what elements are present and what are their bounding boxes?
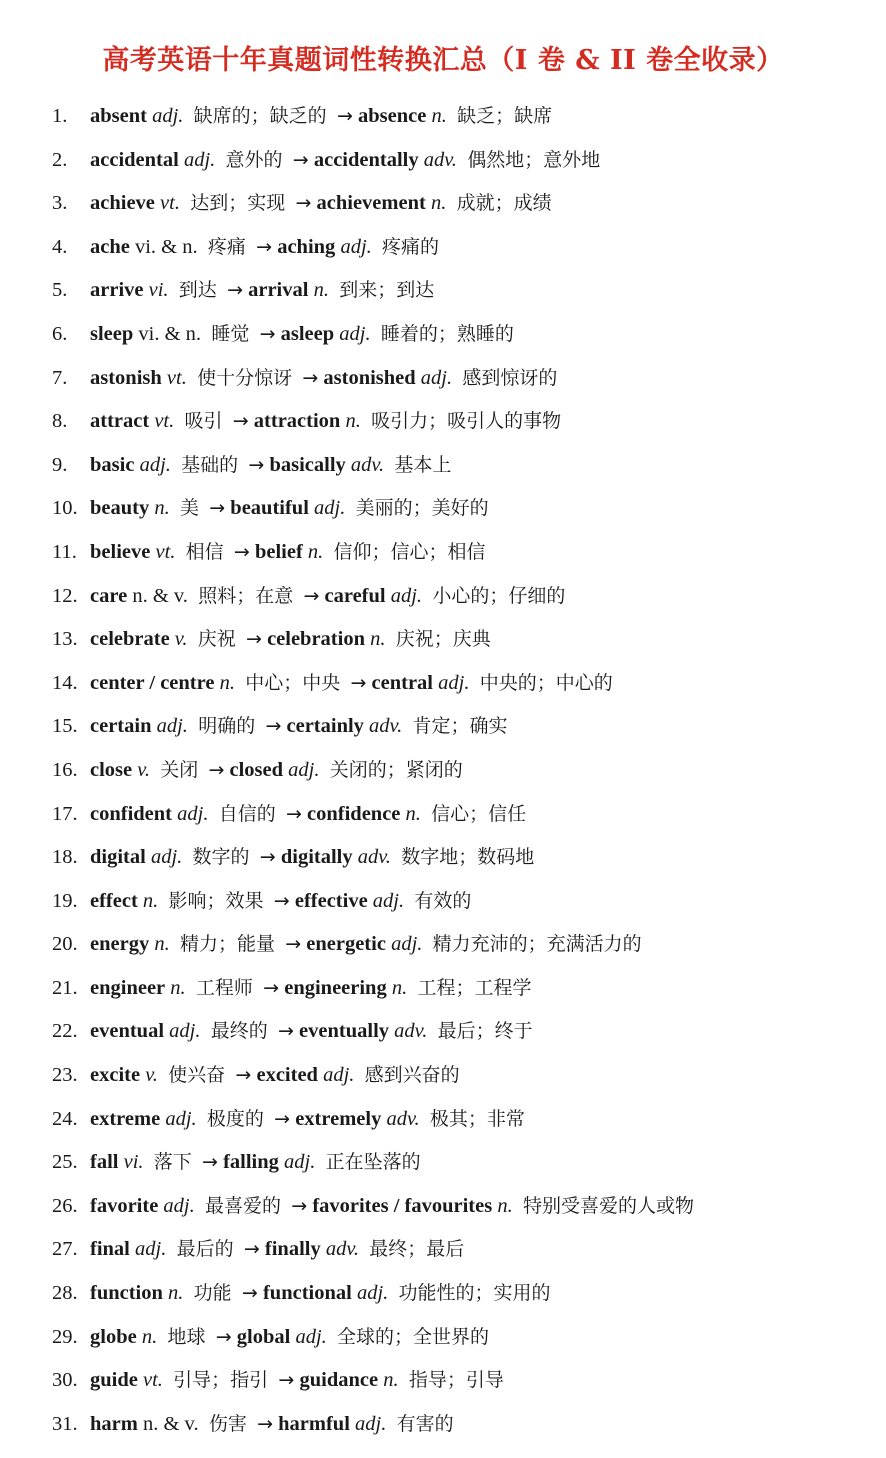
target-meaning: 美丽的；美好的 [355, 497, 489, 520]
item-number: 1. [52, 105, 68, 127]
source-word: absent [90, 105, 147, 127]
item-number: 20. [52, 933, 78, 956]
source-meaning: 自信的 [218, 802, 276, 825]
item-number: 7. [52, 366, 68, 389]
target-part-of-speech: adv. [357, 846, 391, 869]
target-part-of-speech: adj. [438, 671, 470, 694]
target-word: digitally [280, 846, 353, 869]
target-word: achievement [316, 192, 426, 215]
target-meaning: 偶然地；意外地 [467, 148, 601, 171]
source-word: eventual [90, 1020, 165, 1043]
target-part-of-speech: n. [345, 410, 361, 433]
source-meaning: 到达 [178, 279, 217, 302]
item-number: 18. [52, 846, 78, 869]
source-meaning: 最终的 [210, 1020, 268, 1043]
source-part-of-speech: vi. & n. [138, 322, 202, 345]
source-part-of-speech: vi. & n. [134, 235, 198, 258]
arrow-icon: → [302, 366, 319, 389]
target-meaning: 极其；非常 [429, 1107, 525, 1130]
source-meaning: 最后的 [176, 1238, 234, 1261]
target-part-of-speech: adj. [390, 584, 423, 607]
source-word: harm [90, 1412, 138, 1435]
list-item [52, 357, 882, 401]
item-number: 27. [52, 1238, 78, 1261]
target-word: engineering [284, 976, 387, 999]
target-word: aching [277, 235, 336, 258]
item-number: 15. [52, 715, 78, 738]
target-part-of-speech: n. [405, 802, 421, 825]
source-word: basic [90, 453, 135, 476]
source-meaning: 功能 [193, 1282, 232, 1305]
source-meaning: 庆祝 [197, 628, 236, 651]
item-number: 8. [52, 410, 68, 433]
target-word: harmful [278, 1412, 350, 1435]
list-item [52, 705, 882, 749]
arrow-icon: → [285, 933, 302, 956]
source-part-of-speech: vt. [166, 366, 187, 389]
target-part-of-speech: adv. [423, 148, 457, 171]
source-word: achieve [90, 192, 155, 215]
target-meaning: 精力充沛的；充满活力的 [432, 933, 642, 956]
target-meaning: 到来；到达 [339, 279, 435, 302]
source-part-of-speech: adj. [165, 1107, 197, 1130]
target-word: extremely [295, 1107, 382, 1130]
source-part-of-speech: adj. [169, 1020, 201, 1043]
source-part-of-speech: vt. [160, 192, 180, 215]
target-word: careful [324, 584, 386, 607]
target-part-of-speech: n. [370, 628, 386, 651]
source-meaning: 伤害 [208, 1412, 247, 1435]
list-item [52, 95, 882, 139]
target-word: eventually [299, 1020, 390, 1043]
target-meaning: 吸引力；吸引人的事物 [371, 410, 562, 433]
source-word: digital [90, 846, 146, 869]
source-word: arrive [90, 279, 144, 302]
source-meaning: 精力；能量 [179, 933, 275, 956]
source-meaning: 明确的 [198, 715, 256, 738]
item-number: 2. [52, 148, 68, 171]
source-word: accidental [90, 148, 179, 171]
item-number: 10. [52, 497, 78, 520]
target-word: guidance [299, 1369, 379, 1392]
arrow-icon: → [248, 453, 265, 476]
arrow-icon: → [232, 410, 249, 433]
arrow-icon: → [227, 279, 243, 302]
source-meaning: 关闭 [160, 758, 199, 781]
target-part-of-speech: adj. [314, 497, 346, 520]
target-word: asleep [280, 322, 335, 345]
source-part-of-speech: adj. [183, 148, 216, 171]
target-part-of-speech: adv. [369, 715, 403, 738]
source-word: function [90, 1282, 163, 1305]
source-part-of-speech: n. [154, 497, 170, 520]
list-item [52, 400, 882, 444]
arrow-icon: → [278, 1369, 295, 1392]
target-meaning: 有效的 [414, 889, 472, 912]
target-word: central [371, 671, 433, 694]
target-meaning: 疼痛的 [382, 235, 440, 258]
item-number: 4. [52, 235, 68, 258]
source-word: certain [90, 715, 152, 738]
source-part-of-speech: adj. [135, 1238, 167, 1261]
target-meaning: 数字地；数码地 [401, 846, 535, 869]
arrow-icon: → [291, 1194, 308, 1217]
list-item [52, 1098, 882, 1142]
target-meaning: 庆祝；庆典 [395, 628, 491, 651]
target-meaning: 有害的 [396, 1412, 454, 1435]
target-word: excited [256, 1064, 318, 1087]
source-part-of-speech: n. [219, 671, 235, 694]
list-item [52, 793, 882, 837]
source-word: beauty [90, 497, 150, 520]
source-part-of-speech: vt. [154, 410, 175, 433]
target-part-of-speech: adj. [372, 889, 405, 912]
source-word: fall [90, 1151, 119, 1174]
arrow-icon: → [278, 1020, 294, 1043]
list-item [52, 749, 882, 793]
source-word: center / centre [90, 671, 215, 694]
source-part-of-speech: n. & v. [142, 1412, 199, 1435]
source-word: energy [90, 933, 150, 956]
target-word: global [236, 1325, 291, 1348]
list-item [52, 1316, 882, 1360]
arrow-icon: → [274, 1107, 291, 1130]
item-number: 11. [52, 540, 77, 563]
target-part-of-speech: adj. [288, 758, 320, 781]
source-meaning: 达到；实现 [190, 192, 286, 215]
source-word: attract [90, 410, 150, 433]
arrow-icon: → [336, 105, 353, 127]
list-item [52, 1054, 882, 1098]
item-number: 26. [52, 1194, 78, 1217]
item-number: 25. [52, 1151, 78, 1174]
target-meaning: 最后；终于 [437, 1020, 533, 1043]
item-number: 29. [52, 1325, 78, 1348]
item-number: 23. [52, 1064, 78, 1087]
source-meaning: 疼痛 [207, 235, 246, 258]
source-part-of-speech: adj. [152, 105, 184, 127]
source-part-of-speech: n. [168, 1282, 184, 1305]
source-word: celebrate [90, 628, 170, 651]
source-part-of-speech: adj. [163, 1194, 195, 1217]
source-meaning: 落下 [153, 1151, 192, 1174]
source-part-of-speech: n. & v. [132, 584, 188, 607]
arrow-icon: → [273, 889, 290, 912]
target-word: energetic [306, 933, 386, 956]
list-item [52, 531, 882, 575]
item-number: 22. [52, 1020, 78, 1043]
target-word: accidentally [313, 148, 419, 171]
target-word: closed [229, 758, 284, 781]
list-item [52, 967, 882, 1011]
target-meaning: 信心；信任 [431, 802, 527, 825]
target-word: finally [264, 1238, 321, 1261]
source-word: effect [90, 889, 138, 912]
source-meaning: 美 [179, 497, 199, 520]
target-word: absence [357, 105, 427, 127]
source-meaning: 使兴奋 [168, 1064, 226, 1087]
source-part-of-speech: n. [154, 933, 170, 956]
item-number: 6. [52, 322, 68, 345]
target-part-of-speech: adj. [355, 1412, 387, 1435]
item-number: 14. [52, 671, 78, 694]
target-word: arrival [248, 279, 309, 302]
target-part-of-speech: adv. [325, 1238, 360, 1261]
source-meaning: 最喜爱的 [205, 1194, 282, 1217]
source-meaning: 数字的 [192, 846, 250, 869]
target-part-of-speech: adv. [394, 1020, 428, 1043]
source-meaning: 相信 [185, 540, 224, 563]
arrow-icon: → [235, 1064, 252, 1087]
item-number: 31. [52, 1412, 78, 1435]
item-number: 28. [52, 1282, 78, 1305]
source-part-of-speech: n. [142, 889, 159, 912]
list-item [52, 139, 882, 183]
list-item [52, 1403, 882, 1447]
target-part-of-speech: adj. [284, 1151, 316, 1174]
vocabulary-list [52, 95, 882, 1446]
arrow-icon: → [209, 497, 226, 520]
source-meaning: 意外的 [225, 148, 283, 171]
list-item [52, 1141, 882, 1185]
target-word: certainly [286, 715, 364, 738]
list-item [52, 313, 882, 357]
source-meaning: 极度的 [206, 1107, 264, 1130]
source-word: astonish [90, 366, 162, 389]
source-part-of-speech: v. [145, 1064, 158, 1087]
source-word: excite [90, 1064, 141, 1087]
arrow-icon: → [243, 1238, 260, 1261]
arrow-icon: → [256, 235, 273, 258]
arrow-icon: → [265, 715, 282, 738]
target-part-of-speech: n. [431, 105, 447, 127]
target-part-of-speech: adj. [323, 1064, 355, 1087]
source-word: guide [90, 1369, 138, 1392]
list-item [52, 1010, 882, 1054]
source-word: close [90, 758, 133, 781]
arrow-icon: → [263, 976, 280, 999]
target-meaning: 肯定；确实 [412, 715, 508, 738]
source-meaning: 基础的 [181, 453, 239, 476]
list-item [52, 487, 882, 531]
arrow-icon: → [292, 148, 309, 171]
source-part-of-speech: adj. [156, 715, 188, 738]
target-word: effective [294, 889, 368, 912]
source-word: believe [90, 540, 151, 563]
target-word: astonished [323, 366, 416, 389]
target-meaning: 小心的；仔细的 [432, 584, 566, 607]
list-item [52, 575, 882, 619]
target-part-of-speech: adj. [339, 322, 371, 345]
source-part-of-speech: adj. [139, 453, 171, 476]
target-meaning: 信仰；信心；相信 [333, 540, 486, 563]
target-word: basically [269, 453, 346, 476]
source-part-of-speech: vi. [123, 1151, 144, 1174]
source-part-of-speech: vt. [142, 1369, 163, 1392]
target-meaning: 指导；引导 [408, 1369, 504, 1392]
item-number: 21. [52, 976, 78, 999]
item-number: 24. [52, 1107, 78, 1130]
arrow-icon: → [259, 322, 276, 345]
list-item [52, 269, 882, 313]
source-meaning: 照料；在意 [198, 584, 294, 607]
target-meaning: 功能性的；实用的 [398, 1282, 551, 1305]
item-number: 13. [52, 628, 78, 651]
source-meaning: 工程师 [195, 976, 253, 999]
target-word: confidence [307, 802, 401, 825]
source-word: extreme [90, 1107, 161, 1130]
target-part-of-speech: adj. [295, 1325, 327, 1348]
target-word: falling [223, 1151, 279, 1174]
source-part-of-speech: adj. [150, 846, 183, 869]
list-item [52, 226, 882, 270]
target-word: attraction [253, 410, 341, 433]
document-title: 高考英语十年真题词性转换汇总（I 卷 & II 卷全收录） [102, 45, 784, 76]
source-meaning: 地球 [167, 1325, 206, 1348]
target-part-of-speech: adj. [391, 933, 423, 956]
target-part-of-speech: adj. [356, 1282, 389, 1305]
target-meaning: 中央的；中心的 [479, 671, 613, 694]
target-part-of-speech: n. [307, 540, 324, 563]
target-meaning: 特别受喜爱的人或物 [522, 1194, 694, 1217]
arrow-icon: → [202, 1151, 218, 1174]
arrow-icon: → [303, 584, 320, 607]
source-meaning: 使十分惊讶 [197, 366, 293, 389]
source-part-of-speech: n. [170, 976, 186, 999]
list-item [52, 1359, 882, 1403]
item-number: 9. [52, 453, 68, 476]
target-meaning: 感到兴奋的 [364, 1064, 460, 1087]
target-meaning: 最终；最后 [369, 1238, 465, 1261]
target-meaning: 感到惊讶的 [462, 366, 558, 389]
target-meaning: 工程；工程学 [417, 976, 532, 999]
source-word: favorite [90, 1194, 159, 1217]
target-part-of-speech: adv. [386, 1107, 420, 1130]
source-part-of-speech: adj. [177, 802, 209, 825]
source-word: care [90, 584, 128, 607]
source-part-of-speech: n. [141, 1325, 158, 1348]
target-part-of-speech: n. [497, 1194, 513, 1217]
source-part-of-speech: v. [137, 758, 150, 781]
arrow-icon: → [215, 1325, 232, 1348]
target-word: belief [254, 540, 303, 563]
item-number: 19. [52, 889, 78, 912]
list-item [52, 662, 882, 706]
source-meaning: 缺席的；缺乏的 [193, 105, 327, 127]
target-word: beautiful [230, 497, 309, 520]
list-item [52, 923, 882, 967]
arrow-icon: → [208, 758, 225, 781]
target-part-of-speech: n. [313, 279, 329, 302]
target-meaning: 正在坠落的 [325, 1151, 421, 1174]
source-meaning: 影响；效果 [168, 889, 264, 912]
list-item [52, 880, 882, 924]
source-part-of-speech: vi. [148, 279, 169, 302]
item-number: 30. [52, 1369, 78, 1392]
target-word: functional [262, 1282, 352, 1305]
target-word: celebration [267, 628, 365, 651]
source-word: confident [90, 802, 172, 825]
source-word: globe [90, 1325, 137, 1348]
arrow-icon: → [233, 540, 250, 563]
list-item [52, 1272, 882, 1316]
target-part-of-speech: adj. [420, 366, 453, 389]
target-part-of-speech: adv. [350, 453, 385, 476]
target-part-of-speech: adj. [340, 235, 372, 258]
list-item [52, 444, 882, 488]
target-meaning: 成就；成绩 [456, 192, 552, 215]
source-word: engineer [90, 976, 166, 999]
target-meaning: 关闭的；紧闭的 [329, 758, 463, 781]
source-word: final [90, 1238, 130, 1261]
arrow-icon: → [285, 802, 302, 825]
list-item [52, 1228, 882, 1272]
arrow-icon: → [257, 1412, 274, 1435]
item-number: 17. [52, 802, 78, 825]
list-item [52, 836, 882, 880]
source-meaning: 吸引 [184, 410, 223, 433]
list-item [52, 618, 882, 662]
target-part-of-speech: n. [383, 1369, 399, 1392]
source-meaning: 引导；指引 [173, 1369, 269, 1392]
source-part-of-speech: vt. [155, 540, 176, 563]
list-item [52, 1185, 882, 1229]
target-part-of-speech: n. [391, 976, 408, 999]
item-number: 16. [52, 758, 78, 781]
arrow-icon: → [246, 628, 262, 651]
arrow-icon: → [259, 846, 276, 869]
source-meaning: 睡觉 [211, 322, 250, 345]
target-meaning: 缺乏；缺席 [457, 105, 553, 127]
source-word: ache [90, 235, 130, 258]
target-meaning: 睡着的；熟睡的 [380, 322, 514, 345]
item-number: 12. [52, 584, 78, 607]
item-number: 3. [52, 192, 68, 215]
arrow-icon: → [295, 192, 312, 215]
target-meaning: 全球的；全世界的 [337, 1325, 490, 1348]
arrow-icon: → [241, 1282, 258, 1305]
target-part-of-speech: n. [430, 192, 447, 215]
source-part-of-speech: v. [174, 628, 188, 651]
source-meaning: 中心；中央 [245, 671, 341, 694]
item-number: 5. [52, 279, 68, 302]
arrow-icon: → [350, 671, 367, 694]
target-meaning: 基本上 [394, 453, 452, 476]
target-word: favorites / favourites [312, 1194, 493, 1217]
source-word: sleep [90, 322, 134, 345]
list-item [52, 182, 882, 226]
